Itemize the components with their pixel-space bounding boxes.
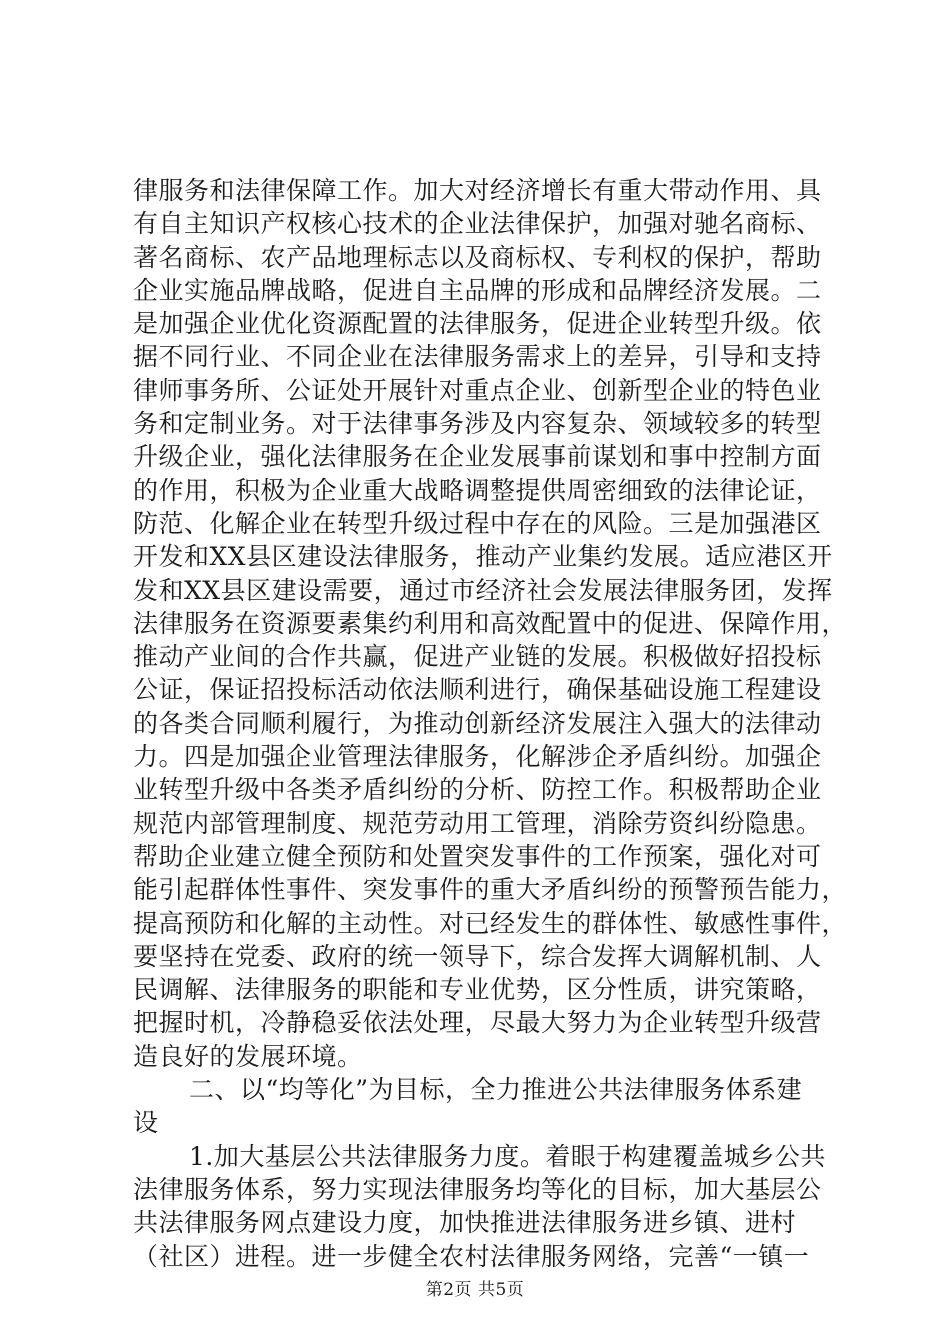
text-line: 把握时机，冷静稳妥依法处理，尽最大努力为企业转型升级营 — [133, 1008, 822, 1038]
section-heading-continuation: 设 — [133, 1108, 159, 1138]
text-line: 业转型升级中各类矛盾纠纷的分析、防控工作。积极帮助企业 — [133, 775, 822, 805]
text-line: （社区）进程。进一步健全农村法律服务网络，完善“一镇一 — [133, 1241, 810, 1271]
text-line: 务和定制业务。对于法律事务涉及内容复杂、领域较多的转型 — [133, 409, 822, 439]
text-line: 发和XX县区建设需要，通过市经济社会发展法律服务团，发挥 — [133, 575, 833, 605]
text-line: 民调解、法律服务的职能和专业优势，区分性质，讲究策略， — [133, 975, 822, 1005]
text-line: 著名商标、农产品地理标志以及商标权、专利权的保护，帮助 — [133, 242, 822, 272]
text-line: 开发和XX县区建设法律服务，推动产业集约发展。适应港区开 — [133, 542, 833, 572]
text-line: 法律服务体系，努力实现法律服务均等化的目标，加大基层公 — [133, 1174, 822, 1204]
text-line: 有自主知识产权核心技术的企业法律保护，加强对驰名商标、 — [133, 209, 822, 239]
text-line: 造良好的发展环境。 — [133, 1041, 363, 1071]
text-line: 帮助企业建立健全预防和处置突发事件的工作预案，强化对可 — [133, 841, 822, 871]
text-line: 公证，保证招投标活动依法顺利进行，确保基础设施工程建设 — [133, 675, 822, 705]
text-line: 要坚持在党委、政府的统一领导下，综合发挥大调解机制、人 — [133, 941, 822, 971]
text-line: 是加强企业优化资源配置的法律服务，促进企业转型升级。依 — [133, 309, 822, 339]
text-line: 共法律服务网点建设力度，加快推进法律服务进乡镇、进村 — [133, 1208, 797, 1238]
text-line: 提高预防和化解的主动性。对已经发生的群体性、敏感性事件， — [133, 908, 848, 938]
text-line: 防范、化解企业在转型升级过程中存在的风险。三是加强港区 — [133, 508, 822, 538]
text-line: 的作用，积极为企业重大战略调整提供周密细致的法律论证， — [133, 475, 822, 505]
text-line: 的各类合同顺利履行，为推动创新经济发展注入强大的法律动 — [133, 708, 822, 738]
text-line: 律服务和法律保障工作。加大对经济增长有重大带动作用、具 — [133, 176, 822, 205]
page-number-footer: 第2页 共5页 — [425, 1280, 525, 1300]
text-line: 据不同行业、不同企业在法律服务需求上的差异，引导和支持 — [133, 342, 822, 372]
numbered-paragraph-start: 1.加大基层公共法律服务力度。着眼于构建覆盖城乡公共 — [189, 1141, 826, 1171]
text-line: 企业实施品牌战略，促进自主品牌的形成和品牌经济发展。二 — [133, 275, 822, 305]
text-line: 推动产业间的合作共赢，促进产业链的发展。积极做好招投标 — [133, 642, 822, 672]
text-line: 律师事务所、公证处开展针对重点企业、创新型企业的特色业 — [133, 375, 822, 405]
text-line: 升级企业，强化法律服务在企业发展事前谋划和事中控制方面 — [133, 442, 822, 472]
section-heading: 二、以“均等化”为目标，全力推进公共法律服务体系建 — [189, 1075, 803, 1105]
body-text — [133, 174, 848, 1273]
text-line: 规范内部管理制度、规范劳动用工管理，消除劳资纠纷隐患。 — [133, 808, 822, 838]
text-line: 能引起群体性事件、突发事件的重大矛盾纠纷的预警预告能力， — [133, 875, 848, 905]
text-line: 力。四是加强企业管理法律服务，化解涉企矛盾纠纷。加强企 — [133, 742, 822, 772]
text-line: 法律服务在资源要素集约利用和高效配置中的促进、保障作用， — [133, 608, 848, 638]
